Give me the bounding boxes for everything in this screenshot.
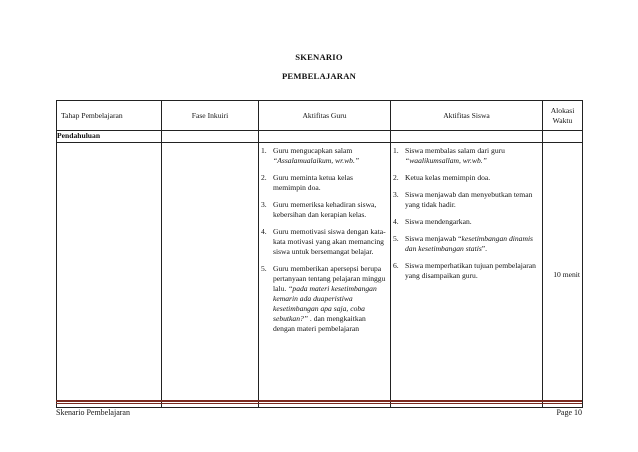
siswa-activity-item-text — [405, 146, 538, 166]
siswa-activity-item-text-part: Ketua kelas memimpin doa. — [405, 173, 491, 182]
siswa-activity-item-number: 6. — [393, 261, 399, 270]
stage-label: Pendahuluan — [57, 131, 162, 143]
document-subtitle: PEMBELAJARAN — [281, 71, 357, 81]
guru-activity-item-number: 1. — [261, 146, 267, 155]
siswa-activity-item-text — [405, 190, 538, 210]
alokasi-waktu-value: 10 menit — [543, 143, 583, 408]
fase-cell-body — [162, 143, 259, 408]
header-fase: Fase Inkuiri — [162, 101, 259, 131]
guru-activity-item-text — [273, 146, 386, 166]
footer-page-number: Page 10 — [556, 408, 582, 417]
guru-activity-item-text-part: Guru meminta ketua kelas memimpin doa. — [273, 173, 353, 192]
guru-activity-item — [261, 146, 386, 166]
siswa-activity-item — [393, 217, 538, 227]
header-alokasi: Alokasi Waktu — [543, 101, 583, 131]
guru-activity-item-text-part: “Assalamualaikum, wr.wb.” — [273, 156, 360, 165]
siswa-activity-item-text — [405, 261, 538, 281]
alokasi-cell-top — [543, 131, 583, 143]
guru-activity-item — [261, 227, 386, 257]
guru-activity-item-number: 2. — [261, 173, 267, 182]
section-row — [57, 131, 583, 143]
scenario-table — [56, 100, 583, 408]
siswa-activity-item — [393, 146, 538, 166]
guru-activity-item-text-part: Guru memeriksa kehadiran siswa, kebersihan dan kerapian kelas. — [273, 200, 377, 219]
table-header-row — [57, 101, 583, 131]
header-aktifitas-guru: Aktifitas Guru — [259, 101, 391, 131]
guru-activity-item-text — [273, 200, 386, 220]
guru-cell-top — [259, 131, 391, 143]
siswa-activity-item — [393, 190, 538, 210]
tahap-cell — [57, 143, 162, 408]
siswa-activities-list — [391, 143, 542, 281]
siswa-activity-item — [393, 173, 538, 183]
guru-activity-item-text-part: Guru memberikan apersepsi berupa pertanyaan tentang pelajaran minggu lalu. — [273, 264, 386, 293]
siswa-activities-cell — [391, 143, 543, 408]
guru-activities-cell — [259, 143, 391, 408]
guru-activity-item — [261, 173, 386, 193]
siswa-activity-item-number: 5. — [393, 234, 399, 243]
footer-doc-name: Skenario Pembelajaran — [56, 408, 130, 417]
siswa-activity-item-text-part: ”. — [481, 244, 488, 253]
guru-activity-item-text-part: . dan mengkaitkan dengan materi pembelajaran — [273, 314, 366, 333]
siswa-cell-top — [391, 131, 543, 143]
siswa-activity-item-text-part: Siswa memperhatikan tujuan pembelajaran yang disampaikan guru. — [405, 261, 536, 280]
siswa-activity-item-text-part: Siswa menjawab “ — [405, 234, 462, 243]
siswa-activity-item-text-part: Siswa mendengarkan. — [405, 217, 472, 226]
footer-rule-thin — [56, 403, 582, 404]
siswa-activity-item-number: 1. — [393, 146, 399, 155]
guru-activities-list — [259, 143, 390, 334]
guru-activity-item-number: 4. — [261, 227, 267, 236]
siswa-activity-item-text-part: kesetimbangan dinamis dan kesetimbangan statis — [405, 234, 534, 253]
guru-activity-item-text-part: “pada materi kesetimbangan kemarin ada duaperistiwa kesetimbangan apa saja, coba sebutkan?” — [273, 284, 377, 323]
guru-activity-item-text — [273, 264, 386, 334]
siswa-activity-item — [393, 234, 538, 254]
siswa-activity-item-text-part: “waalikumsallam, wr.wb.” — [405, 156, 487, 165]
footer-rule-thick — [56, 400, 582, 402]
siswa-activity-item-text — [405, 173, 538, 183]
siswa-activity-item-text — [405, 217, 538, 227]
guru-activity-item — [261, 264, 386, 334]
siswa-activity-item-number: 4. — [393, 217, 399, 226]
header-tahap: Tahap Pembelajaran — [57, 101, 162, 131]
guru-activity-item-text — [273, 227, 386, 257]
document-title: SKENARIO — [295, 52, 343, 62]
guru-activity-item — [261, 200, 386, 220]
guru-activity-item-text-part: Guru memotivasi siswa dengan kata-kata motivasi yang akan memancing siswa untuk bersemangat belajar. — [273, 227, 386, 256]
guru-activity-item-text — [273, 173, 386, 193]
header-aktifitas-siswa: Aktifitas Siswa — [391, 101, 543, 131]
fase-cell — [162, 131, 259, 143]
siswa-activity-item-text — [405, 234, 538, 254]
siswa-activity-item-text-part: Siswa membalas salam dari guru — [405, 146, 505, 155]
guru-activity-item-text-part: Guru mengucapkan salam — [273, 146, 353, 155]
siswa-activity-item-number: 3. — [393, 190, 399, 199]
siswa-activity-item-number: 2. — [393, 173, 399, 182]
guru-activity-item-number: 3. — [261, 200, 267, 209]
activity-row — [57, 143, 583, 408]
siswa-activity-item-text-part: Siswa menjawab dan menyebutkan teman yang tidak hadir. — [405, 190, 533, 209]
siswa-activity-item — [393, 261, 538, 281]
guru-activity-item-number: 5. — [261, 264, 267, 273]
